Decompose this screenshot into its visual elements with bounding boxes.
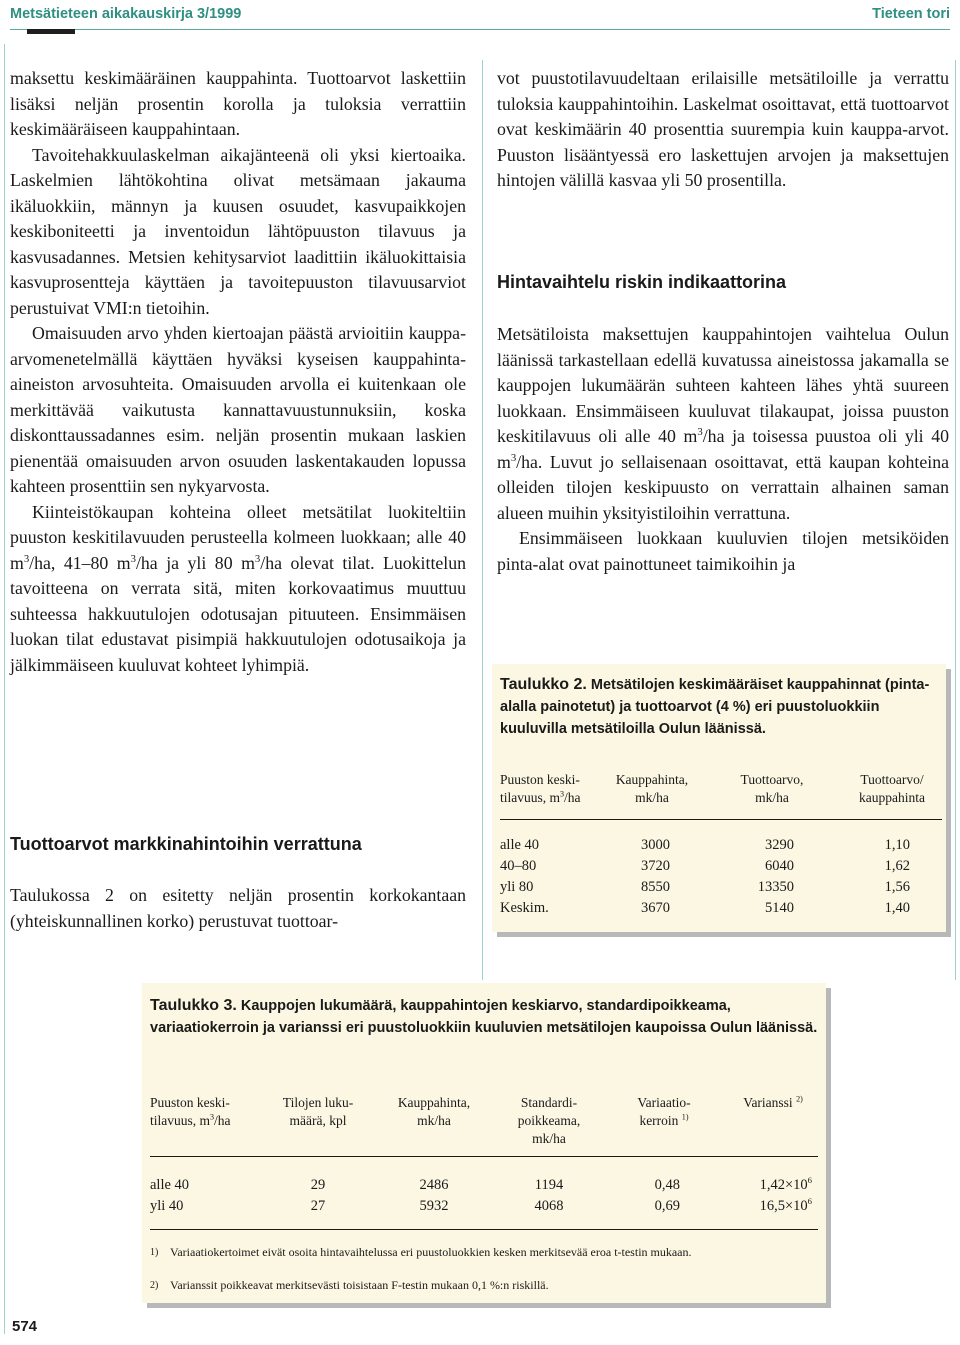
table-caption [150, 995, 818, 1039]
footnote: 1) Variaatiokertoimet eivät osoita hintavaihtelussa eri puustoluokkien kesken merkitsevää eroa t-testin mukaan. [150, 1245, 692, 1259]
paragraph: Metsätiloista maksettujen kauppahintojen vaihtelua Oulun läänissä tarkastellaan edellä kuvatussa aineistossa jakamalla se kauppojen lukumäärän suhteen kahteen lähes yhtä suureen luokkaan. Ensimmäiseen kuuluvat tilakaupat, joissa puuston keskitilavuus oli alle 40 $m^3/ha$ ja toisessa puustoa oli yli 40 $m^3/ha$. Luvut jo sellaisenaan osoittavat, että kaupan kohteina olleiden tilojen keskipuusto on verrattain alhainen saman alueen muihin yksityistiloihin verrattuna. [497, 324, 950, 523]
left-column-text-lower [10, 883, 466, 934]
column-header: Kauppahinta, mk/ha [615, 772, 689, 805]
table-rule [500, 819, 942, 820]
right-margin-line [955, 60, 956, 980]
section-heading: Hintavaihtelu riskin indikaattorina [497, 272, 787, 292]
column-header: Varianssi $^{2)}$ [743, 1094, 803, 1110]
table-caption-text: Kauppojen lukumäärä, kauppahintojen keskiarvo, standardipoikkeama, variaatiokerroin ja varianssi eri puustoluokkiin kuuluvien metsätilojen kaupoissa Oulun läänissä. [150, 998, 818, 1036]
section-title: Tieteen tori [872, 6, 950, 22]
header-mark [27, 29, 75, 34]
section-heading: Tuottoarvot markkinahintoihin verrattuna [10, 834, 362, 854]
paragraph: Kiinteistökaupan kohteina olleet metsätilat luokiteltiin puuston keskitilavuuden perusteella kolmeen luokkaan; alle 40 $m^3/ha$, 41–80 $m^3/ha$ ja yli 80 $m^3/ha$ olevat tilat. Luokittelun tavoitteena on verrata sitä, miten korkovaatimus muuttuu suhteessa hakkuutulojen odotusajan pituuteen. Ensimmäisen luokan tilat edustavat pisimpiä hakkuutulojen odotusaikoja ja jälkimmäiseen kuuluvat kohteet lyhimpiä. [10, 501, 466, 675]
paragraph: Ensimmäiseen luokkaan kuuluvien tilojen metsiköiden pinta-alat ovat painottuneet taimikoihin ja [497, 528, 949, 574]
table-label: Taulukko 3. [150, 997, 237, 1014]
column-header: Tuottoarvo/ kauppahinta [859, 772, 925, 805]
table-rule [150, 1156, 818, 1157]
table-rule [150, 1229, 818, 1230]
table-2: Taulukko 2. Metsätilojen keskimääräiset kauppahinnat (pinta-alalla painotetut) ja tuottoarvot (4 %) eri puustoluokkiin kuuluvilla metsätiloilla Oulun läänissä. Puuston keski- tilavuus, $m^3/ha$ Kauppahinta, mk/ha Tuottoarvo, mk/ha Tuottoarvo/ kauppahinta alle 40 3000 3290 1,10 40–80 3720 6040 1,62 yli 80 8550 13350 1,56 Keskim. 3670 5140 1,40 [492, 664, 946, 932]
left-margin-line [4, 44, 5, 1334]
footnote: 2) Varianssit poikkeavat merkitsevästi toisistaan F-testin mukaan 0,1 %:n riskillä. [150, 1278, 549, 1292]
column-header: Kauppahinta, mk/ha [397, 1095, 471, 1128]
journal-title: Metsätieteen aikakauskirja 3/1999 [10, 6, 242, 22]
column-header: Tuottoarvo, mk/ha [740, 772, 804, 805]
paragraph: vot puustotilavuudeltaan erilaisille metsätiloille ja verrattu tuloksia kauppahintoihin. Laskelmat osoittavat, että tuottoarvot ovat keskimäärin 40 prosenttia suurempia kuin kauppa-arvot. Puuston lisääntyessä ero laskettujen arvojen ja maksettujen hintojen välillä kasvaa yli 50 prosentilla. [497, 68, 949, 190]
paragraph: Tavoitehakkuulaskelman aikajänteenä oli yksi kiertoaika. Laskelmien lähtökohtina olivat metsämaan jakauma ikäluokkiin, männyn ja kuusen osuudet, kasvupaikkojen keskiboniteetti ja inventoidun lähtöpuuston tilavuus ja kasvusadannes. Metsien kehitysarviot laadittiin ikäluokittaisia kasvuprosentteja käyttäen ja tavoitepuuston tilavuusarviot perustuivat VMI:n tietoihin. [10, 144, 466, 318]
column-header: Standardi- poikkeama, mk/ha [517, 1095, 581, 1146]
table-label: Taulukko 2. [500, 676, 587, 693]
table-caption [500, 674, 938, 740]
table-3: Taulukko 3. Kauppojen lukumäärä, kauppahintojen keskiarvo, standardipoikkeama, variaatiokerroin ja varianssi eri puustoluokkiin kuuluvien metsätilojen kaupoissa Oulun läänissä. Puuston keski- tilavuus, $m^3/ha$ Tilojen luku- määrä, kpl Kauppahinta, mk/ha Standardi- poikkeama, mk/ha Variaatio- kerroin $^{1)}$ Varianssi $^{2)}$ alle 40 29 2486 1194 0,48 $1,42\times 10^6$ yli 40 27 5932 4068 0,69 $16,5\times 10^6$ 1) Variaatiokertoimet eivät osoita hintavaihtelussa eri puustoluokkien kesken merkitsevää eroa t-testin mukaan. 2) Varianssit poikkeavat merkitsevästi toisistaan F-testin mukaan 0,1 %:n riskillä. [142, 983, 826, 1303]
page-header [0, 0, 960, 40]
column-divider-line [482, 60, 483, 980]
right-column-text-lower [497, 322, 949, 577]
column-header: Puuston keski- tilavuus, $m^3/ha$ [500, 772, 581, 805]
right-column-text [497, 66, 949, 194]
table-caption-text: Metsätilojen keskimääräiset kauppahinnat (pinta-alalla painotetut) ja tuottoarvot (4 %) eri puustoluokkiin kuuluvilla metsätiloilla Oulun läänissä. [500, 677, 930, 737]
column-header: Variaatio- kerroin $^{1)}$ [637, 1095, 691, 1128]
page-number: 574 [12, 1318, 38, 1335]
left-column-text [10, 66, 466, 678]
paragraph: Taulukossa 2 on esitetty neljän prosentin korkokantaan (yhteiskunnallinen korko) perustuvat tuottoar- [10, 885, 466, 931]
column-header: Puuston keski- tilavuus, $m^3/ha$ [150, 1095, 231, 1128]
column-header: Tilojen luku- määrä, kpl [282, 1095, 354, 1128]
paragraph: Omaisuuden arvo yhden kiertoajan päästä arvioitiin kauppa-arvomenetelmällä käyttäen hyväksi kyseisen kauppahinta-aineiston arvosuhteita. Omaisuuden arvolla ei kuitenkaan ole merkittävää vaikutusta kannattavuustunnuksiin, koska diskonttaussadannes esim. neljän prosentin mukaan laskien pienentää omaisuuden arvon osuuden laskentakauden lopussa kahteen prosenttiin sen nykyarvosta. [10, 323, 466, 496]
paragraph: maksettu keskimääräinen kauppahinta. Tuottoarvot laskettiin lisäksi neljän prosentin korolla ja tuloksia verrattiin keskimääräiseen kauppahintaan. [10, 68, 466, 139]
header-rule [10, 29, 950, 30]
